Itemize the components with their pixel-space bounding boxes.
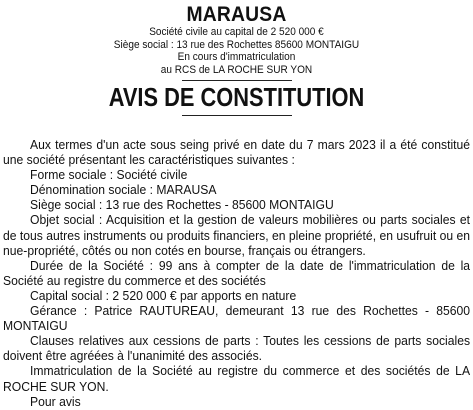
paragraph: Forme sociale : Société civile <box>30 168 188 183</box>
paragraph: Capital social : 2 520 000 € par apports en nature <box>30 288 297 303</box>
company-capital: Société civile au capital de 2 520 000 € <box>149 26 324 38</box>
paragraph: Gérance : Patrice RAUTUREAU, demeurant 13 rue des Rochettes - 85600 MONTAIGU <box>3 304 471 334</box>
registration-court: au RCS de LA ROCHE SUR YON <box>160 63 313 76</box>
paragraph: Dénomination sociale : MARAUSA <box>30 183 217 198</box>
sign-off: Pour avis <box>30 394 81 409</box>
paragraph: Immatriculation de la Société au registre du commerce et des sociétés de LA ROCHE SUR YON. <box>3 364 471 394</box>
separator-rule <box>182 80 292 81</box>
paragraph: Durée de la Société : 99 ans à compter de la date de l'immatriculation de la Société au registre du commerce et des sociétés <box>3 258 471 288</box>
paragraph: Objet social : Acquisition et la gestion de valeurs mobilières ou parts sociales et de tous autres instruments ou produits financiers, en pleine propriété, en usufruit ou en nue-propriété, côtés ou non cotés en bourse, français ou étrangers. <box>3 213 471 258</box>
paragraph: Siège social : 13 rue des Rochettes - 85600 MONTAIGU <box>30 198 334 213</box>
paragraph: Aux termes d'un acte sous seing privé en date du 7 mars 2023 il a été constitué une société présentant les caractéristiques suivantes : <box>3 138 471 168</box>
notice-title: AVIS DE CONSTITUTION <box>108 82 365 113</box>
company-address: Siège social : 13 rue des Rochettes 85600 MONTAIGU <box>113 38 360 51</box>
paragraph: Clauses relatives aux cessions de parts : Toutes les cessions de parts sociales doivent être agréées à l'unanimité des associés. <box>3 334 471 364</box>
separator-rule <box>182 115 292 116</box>
company-name: MARAUSA <box>186 3 287 26</box>
registration-status: En cours d'immatriculation <box>177 51 296 64</box>
notice-body <box>3 138 470 410</box>
